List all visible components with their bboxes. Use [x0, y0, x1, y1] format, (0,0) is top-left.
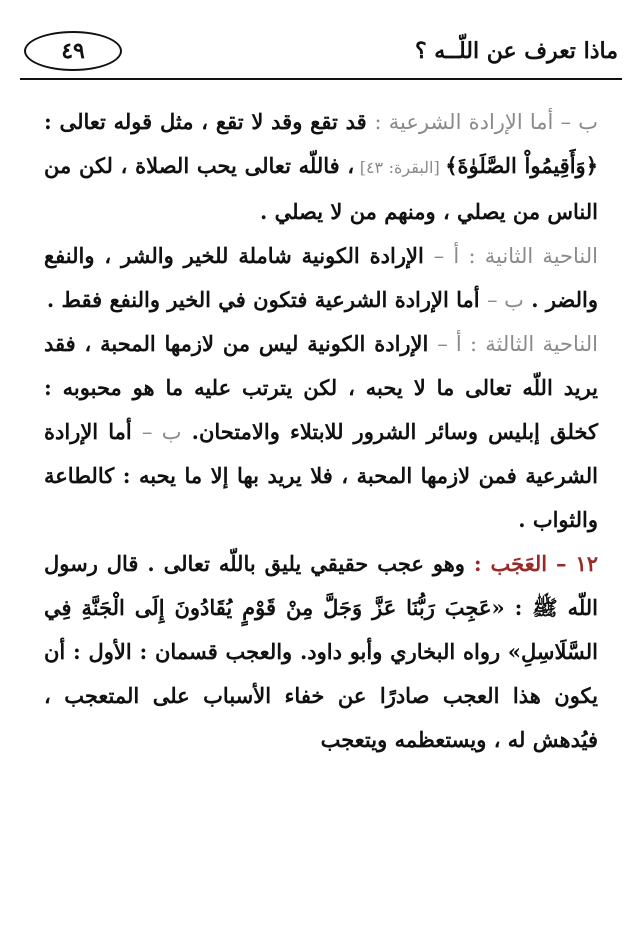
- paragraph-3-text-1: الإرادة الكونية ليس من لازمها المحبة ، فقد يريد اللّه تعالى ما لا يحبه ، لكن يترتب عليه ما هو محبوبه : كخلق إبليس وسائر الشرور للابتلاء والامتحان.: [44, 331, 598, 444]
- paragraph-1-text-2: ، فاللّه تعالى يحب الصلاة ، لكن من الناس من يصلي ، ومنهم من لا يصلي .: [44, 153, 598, 224]
- page-header: [24, 26, 618, 76]
- paragraph-1: [44, 100, 598, 234]
- paragraph-2-text-1: الإرادة الكونية شاملة للخير والشر ، والنفع والضر .: [44, 243, 598, 312]
- paragraph-2: [44, 234, 598, 322]
- paragraph-2-lead: الناحية الثانية : أ –: [433, 244, 598, 268]
- page-number: ٤٩: [24, 31, 122, 71]
- paragraph-3-lead-2: ب –: [141, 420, 182, 444]
- paragraph-4-text-2: » رواه البخاري وأبو داود. والعجب قسمان : الأول : أن يكون هذا العجب صادرًا عن خفاء الأسباب على المتعجب ، فيُدهش له ، ويستعظمه ويتعجب: [44, 639, 598, 752]
- paragraph-4-lead: ١٢ – العَجَب :: [473, 551, 598, 576]
- paragraph-1-text-1: قد تقع وقد لا تقع ، مثل قوله تعالى :: [44, 109, 375, 134]
- paragraph-2-text-2: أما الإرادة الشرعية فتكون في الخير والنفع فقط .: [46, 287, 487, 312]
- page-body: [44, 100, 598, 762]
- paragraph-1-lead: ب – أما الإرادة الشرعية :: [374, 110, 599, 134]
- paragraph-2-lead-2: ب –: [486, 288, 524, 312]
- paragraph-3-text-2: أما الإرادة الشرعية فمن لازمها المحبة ، فلا يريد بها إلا ما يحبه : كالطاعة والثواب .: [44, 419, 598, 532]
- hadith-text: عَجِبَ رَبُّنَا عَزَّ وَجَلَّ مِنْ قَوْمٍ يُقَادُونَ إِلَى الْجَنَّةِ فِي السَّلَاسِلِ: [44, 595, 598, 664]
- paragraph-3-lead: الناحية الثالثة : أ –: [437, 332, 598, 356]
- quran-verse: ﴿وَأَقِيمُواْ الصَّلَوٰةَ﴾: [445, 153, 598, 178]
- paragraph-4-text-1: وهو عجب حقيقي يليق باللّه تعالى . قال رسول اللّه ﷺ : «: [44, 551, 599, 620]
- header-rule: [20, 78, 622, 80]
- paragraph-4: [44, 542, 598, 762]
- verse-reference: [البقرة: ٤٣]: [354, 158, 446, 177]
- running-title: ماذا تعرف عن اللّــه ؟: [414, 38, 618, 64]
- paragraph-3: [44, 322, 598, 542]
